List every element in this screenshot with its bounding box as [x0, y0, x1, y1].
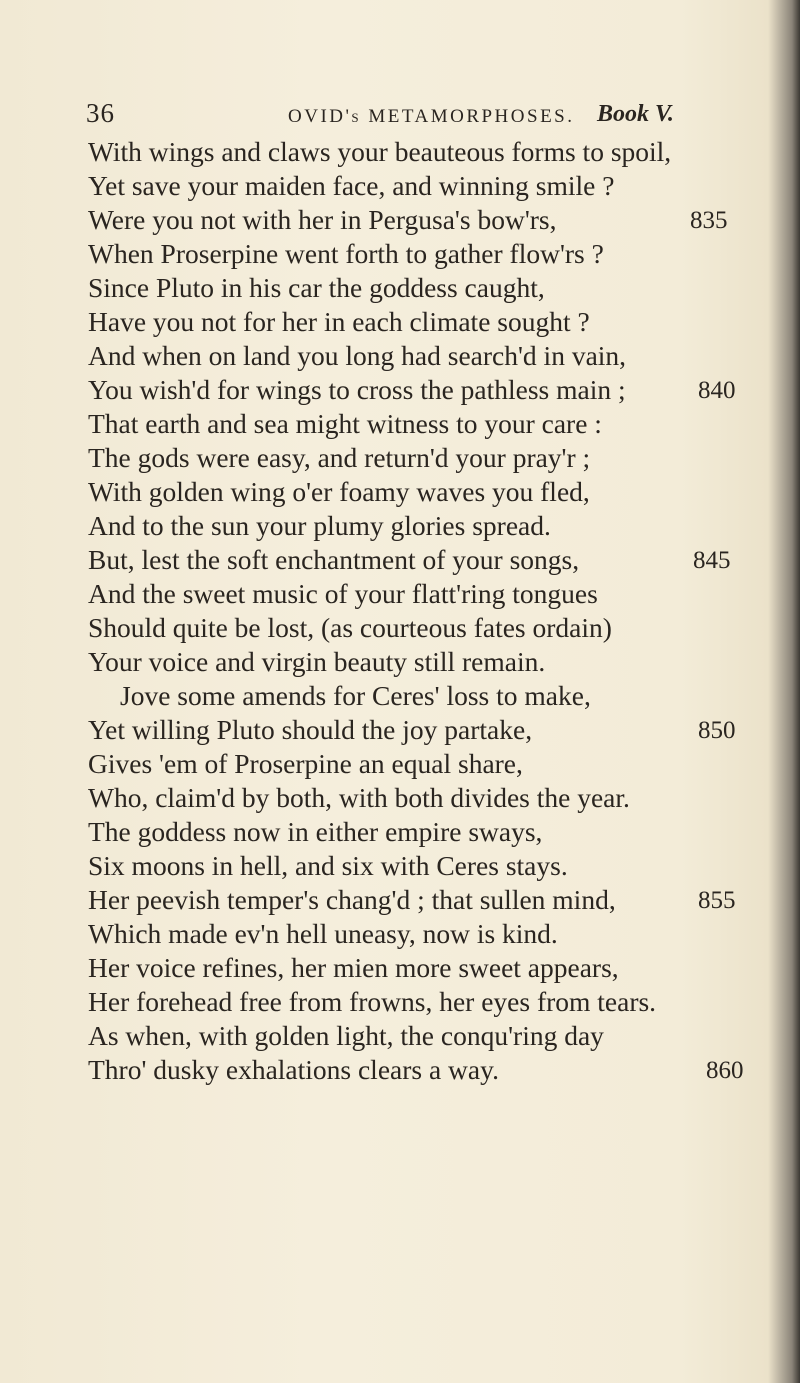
line-number: 855	[698, 887, 736, 914]
verse-line: And the sweet music of your flatt'ring tongues	[88, 578, 598, 609]
verse-line: As when, with golden light, the conqu'ring day	[88, 1020, 604, 1051]
verse-line: Your voice and virgin beauty still remain.	[88, 646, 546, 677]
verse-line: When Proserpine went forth to gather flow'rs ?	[88, 238, 604, 269]
verse-line: With golden wing o'er foamy waves you fled,	[88, 476, 590, 507]
running-title: OVID's METAMORPHOSES.	[288, 106, 575, 127]
book-label: Book V.	[597, 101, 674, 127]
verse-line: Yet willing Pluto should the joy partake,	[88, 714, 533, 745]
line-number: 860	[706, 1057, 744, 1084]
verse-line: Yet save your maiden face, and winning smile ?	[88, 170, 615, 201]
verse-line: With wings and claws your beauteous forms to spoil,	[88, 136, 672, 167]
verse-line: That earth and sea might witness to your care :	[88, 408, 602, 439]
verse-line: And when on land you long had search'd in vain,	[88, 340, 627, 371]
verse-line: Her voice refines, her mien more sweet appears,	[88, 952, 619, 983]
verse-line: Who, claim'd by both, with both divides the year.	[88, 782, 630, 813]
verse-line: Were you not with her in Pergusa's bow'rs,	[88, 204, 557, 235]
page-header	[86, 98, 726, 138]
line-number: 840	[698, 377, 736, 404]
verse-line: Gives 'em of Proserpine an equal share,	[88, 748, 523, 779]
line-number: 845	[693, 547, 731, 574]
verse-line: Should quite be lost, (as courteous fates ordain)	[88, 612, 612, 643]
verse-line: Have you not for her in each climate sought ?	[88, 306, 590, 337]
line-number: 835	[690, 207, 728, 234]
verse-line: The gods were easy, and return'd your pray'r ;	[88, 442, 591, 473]
verse-line: Her forehead free from frowns, her eyes from tears.	[88, 986, 657, 1017]
line-number: 850	[698, 717, 736, 744]
verse-line: The goddess now in either empire sways,	[88, 816, 543, 847]
page-number: 36	[86, 98, 115, 128]
verse-line: But, lest the soft enchantment of your songs,	[88, 544, 580, 575]
verse-line: And to the sun your plumy glories spread.	[88, 510, 551, 541]
verse-line: Thro' dusky exhalations clears a way.	[88, 1054, 499, 1085]
verse-line: You wish'd for wings to cross the pathless main ;	[88, 374, 626, 405]
verse-line: Six moons in hell, and six with Ceres stays.	[88, 850, 568, 881]
verse-line: Which made ev'n hell uneasy, now is kind.	[88, 918, 558, 949]
verse-line: Jove some amends for Ceres' loss to make,	[120, 680, 591, 711]
verse-line: Since Pluto in his car the goddess caught,	[88, 272, 545, 303]
verse-line: Her peevish temper's chang'd ; that sullen mind,	[88, 884, 616, 915]
